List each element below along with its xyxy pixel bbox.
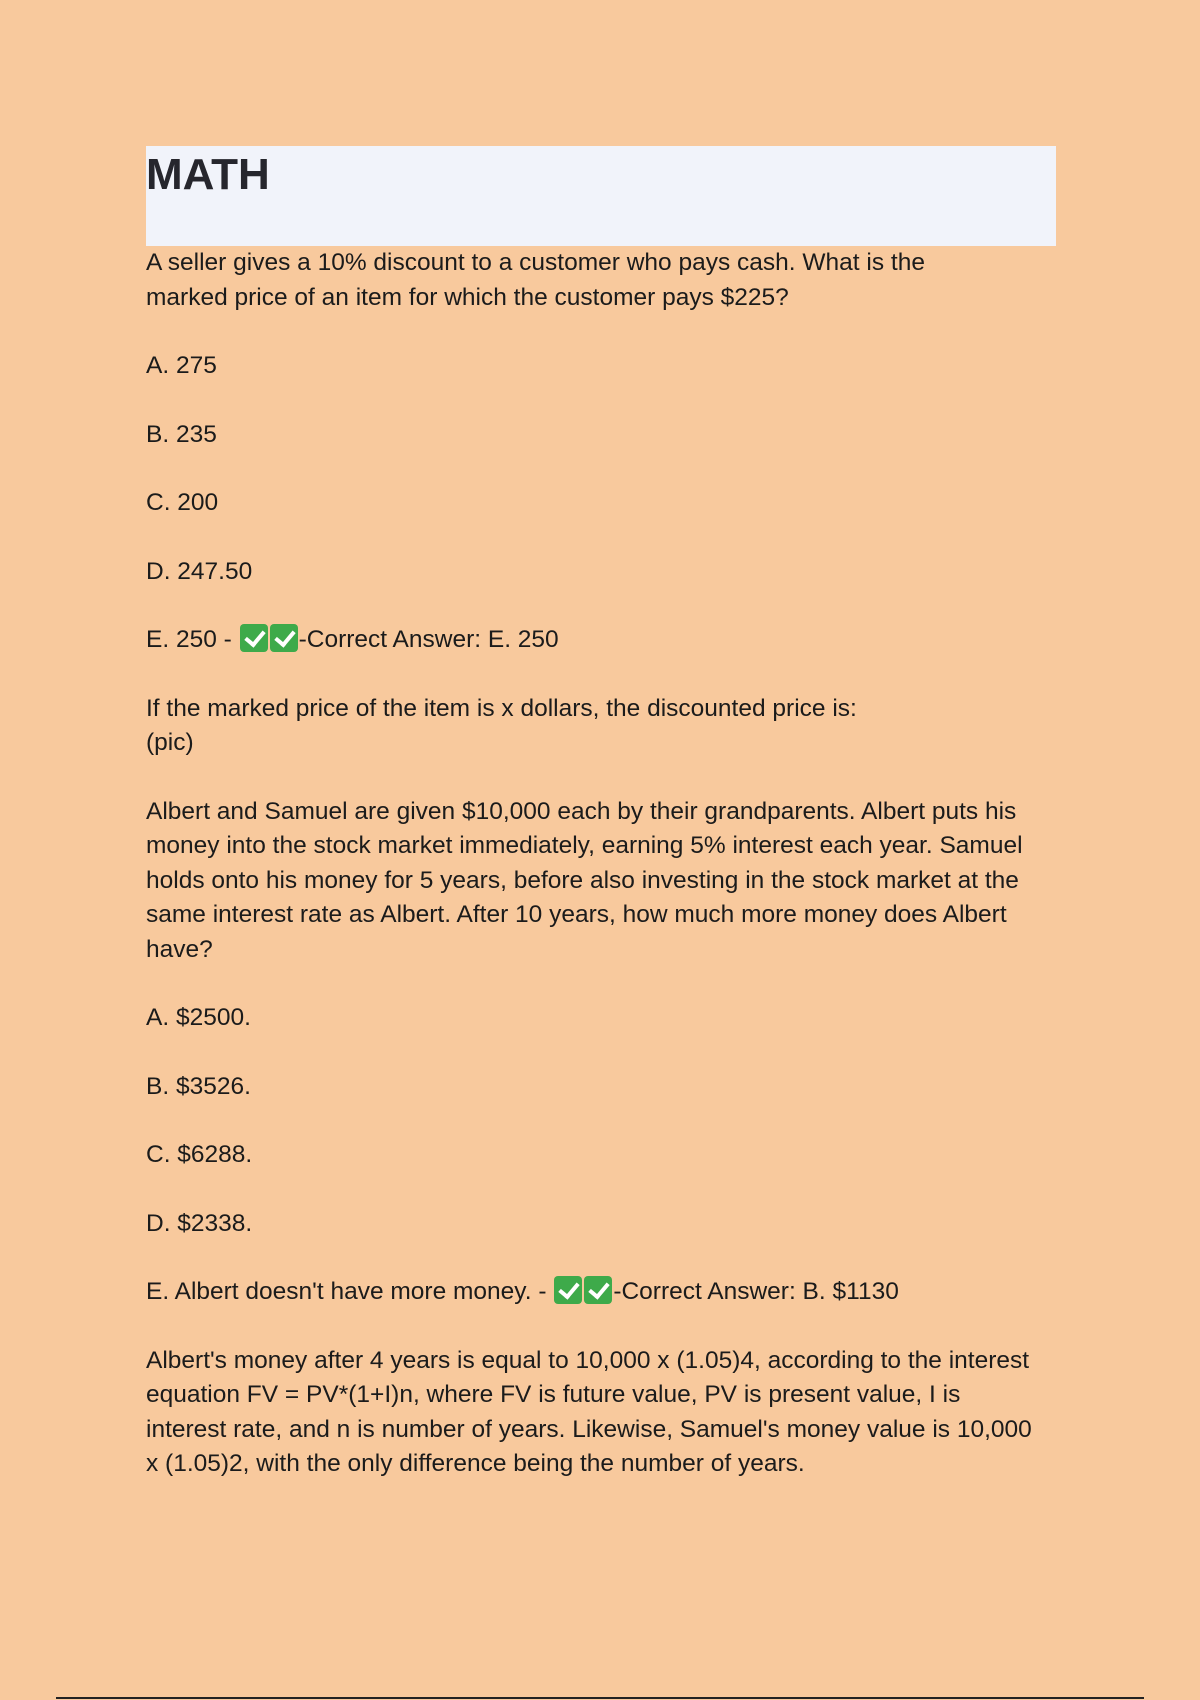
question-1-option-e: E. 250 - (146, 626, 239, 653)
check-mark-icon (270, 624, 298, 652)
question-1-option-e-line (146, 623, 1056, 658)
question-2-option-e: E. Albert doesn't have more money. - (146, 1278, 554, 1305)
question-2-text: Albert and Samuel are given $10,000 each by their grandparents. Albert puts his money into the stock market immediately, earning 5% interest each year. Samuel holds onto his money for 5 years, before also investing in the stock market at the same interest rate as Albert. After 10 years, how much more money does Albert have? (146, 797, 1023, 963)
document-page (146, 146, 1056, 1482)
question-2-option-e-line (146, 1275, 1056, 1310)
question-2-option-c: C. $6288. (146, 1141, 253, 1168)
question-2-explanation: Albert's money after 4 years is equal to 10,000 x (1.05)4, according to the interest equation FV = PV*(1+I)n, where FV is future value, PV is present value, I is interest rate, and n is number of years. Likewise, Samuel's money value is 10,000 x (1.05)2, with the only difference being the number of years. (146, 1346, 1032, 1477)
question-1-option-d: D. 247.50 (146, 557, 253, 585)
check-mark-icon (240, 624, 268, 652)
title-banner (146, 146, 1056, 246)
question-1-correct-answer: -Correct Answer: E. 250 (298, 626, 559, 653)
question-2-option-a: A. $2500. (146, 1004, 251, 1031)
page-title: MATH (146, 150, 270, 199)
question-2-correct-answer: -Correct Answer: B. $1130 (613, 1278, 899, 1305)
question-1-explanation: If the marked price of the item is x dollars, the discounted price is: (pic) (146, 694, 857, 756)
check-mark-icon (554, 1276, 582, 1304)
question-2-option-d: D. $2338. (146, 1209, 253, 1237)
question-1-option-a: A. 275 (146, 352, 217, 379)
question-1-text: A seller gives a 10% discount to a customer who pays cash. What is the marked price of an item for which the customer pays $225? (146, 249, 925, 311)
question-2-option-b: B. $3526. (146, 1072, 251, 1100)
question-1-option-c: C. 200 (146, 489, 219, 516)
check-mark-icon (584, 1276, 612, 1304)
footer-divider (56, 1697, 1144, 1699)
question-1-option-b: B. 235 (146, 420, 217, 448)
